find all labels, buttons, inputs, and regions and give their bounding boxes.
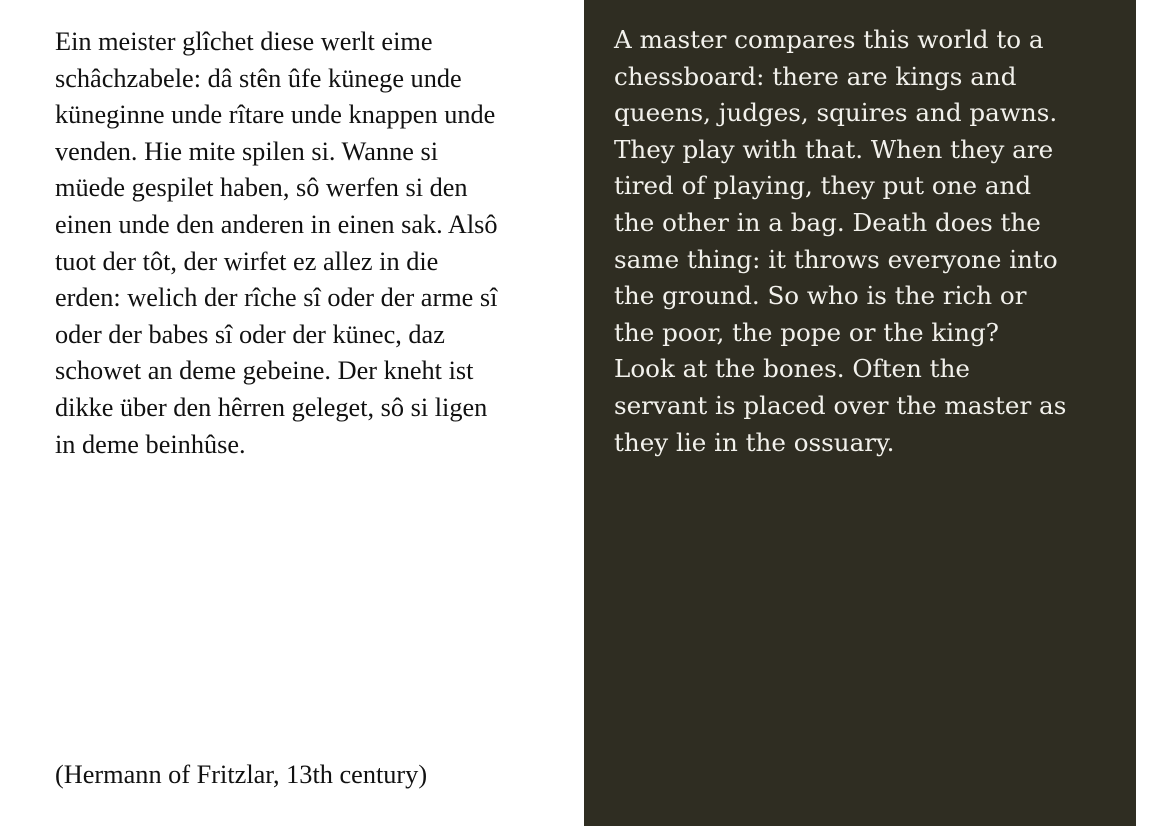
right-margin <box>1136 0 1169 826</box>
attribution: (Hermann of Fritzlar, 13th century) <box>55 760 428 789</box>
middle-high-german-passage: Ein meister glîchet diese werlt eime schâchzabele: dâ stên ûfe künege unde küneginne unde rîtare unde knappen unde venden. Hie mite spilen si. Wanne si müede gespilet haben, sô werfen si den einen unde den anderen in einen sak. Alsô tuot der tôt, der wirfet ez allez in die erden: welich der rîche sî oder der arme sî oder der babes sî oder der künec, daz schowet an deme gebeine. Der kneht ist dikke über den hêrren geleget, sô si ligen in deme beinhûse. <box>55 27 498 459</box>
english-translation: A master compares this world to a chessboard: there are kings and queens, judges, squires and pawns. They play with that. When they are tired of playing, they put one and the other in a bag. Death does the same thing: it throws everyone into the ground. So who is the rich or the poor, the pope or the king? Look at the bones. Often the servant is placed over the master as they lie in the ossuary. <box>614 25 1067 457</box>
translation-panel <box>584 0 1136 826</box>
original-text-column <box>0 0 584 826</box>
